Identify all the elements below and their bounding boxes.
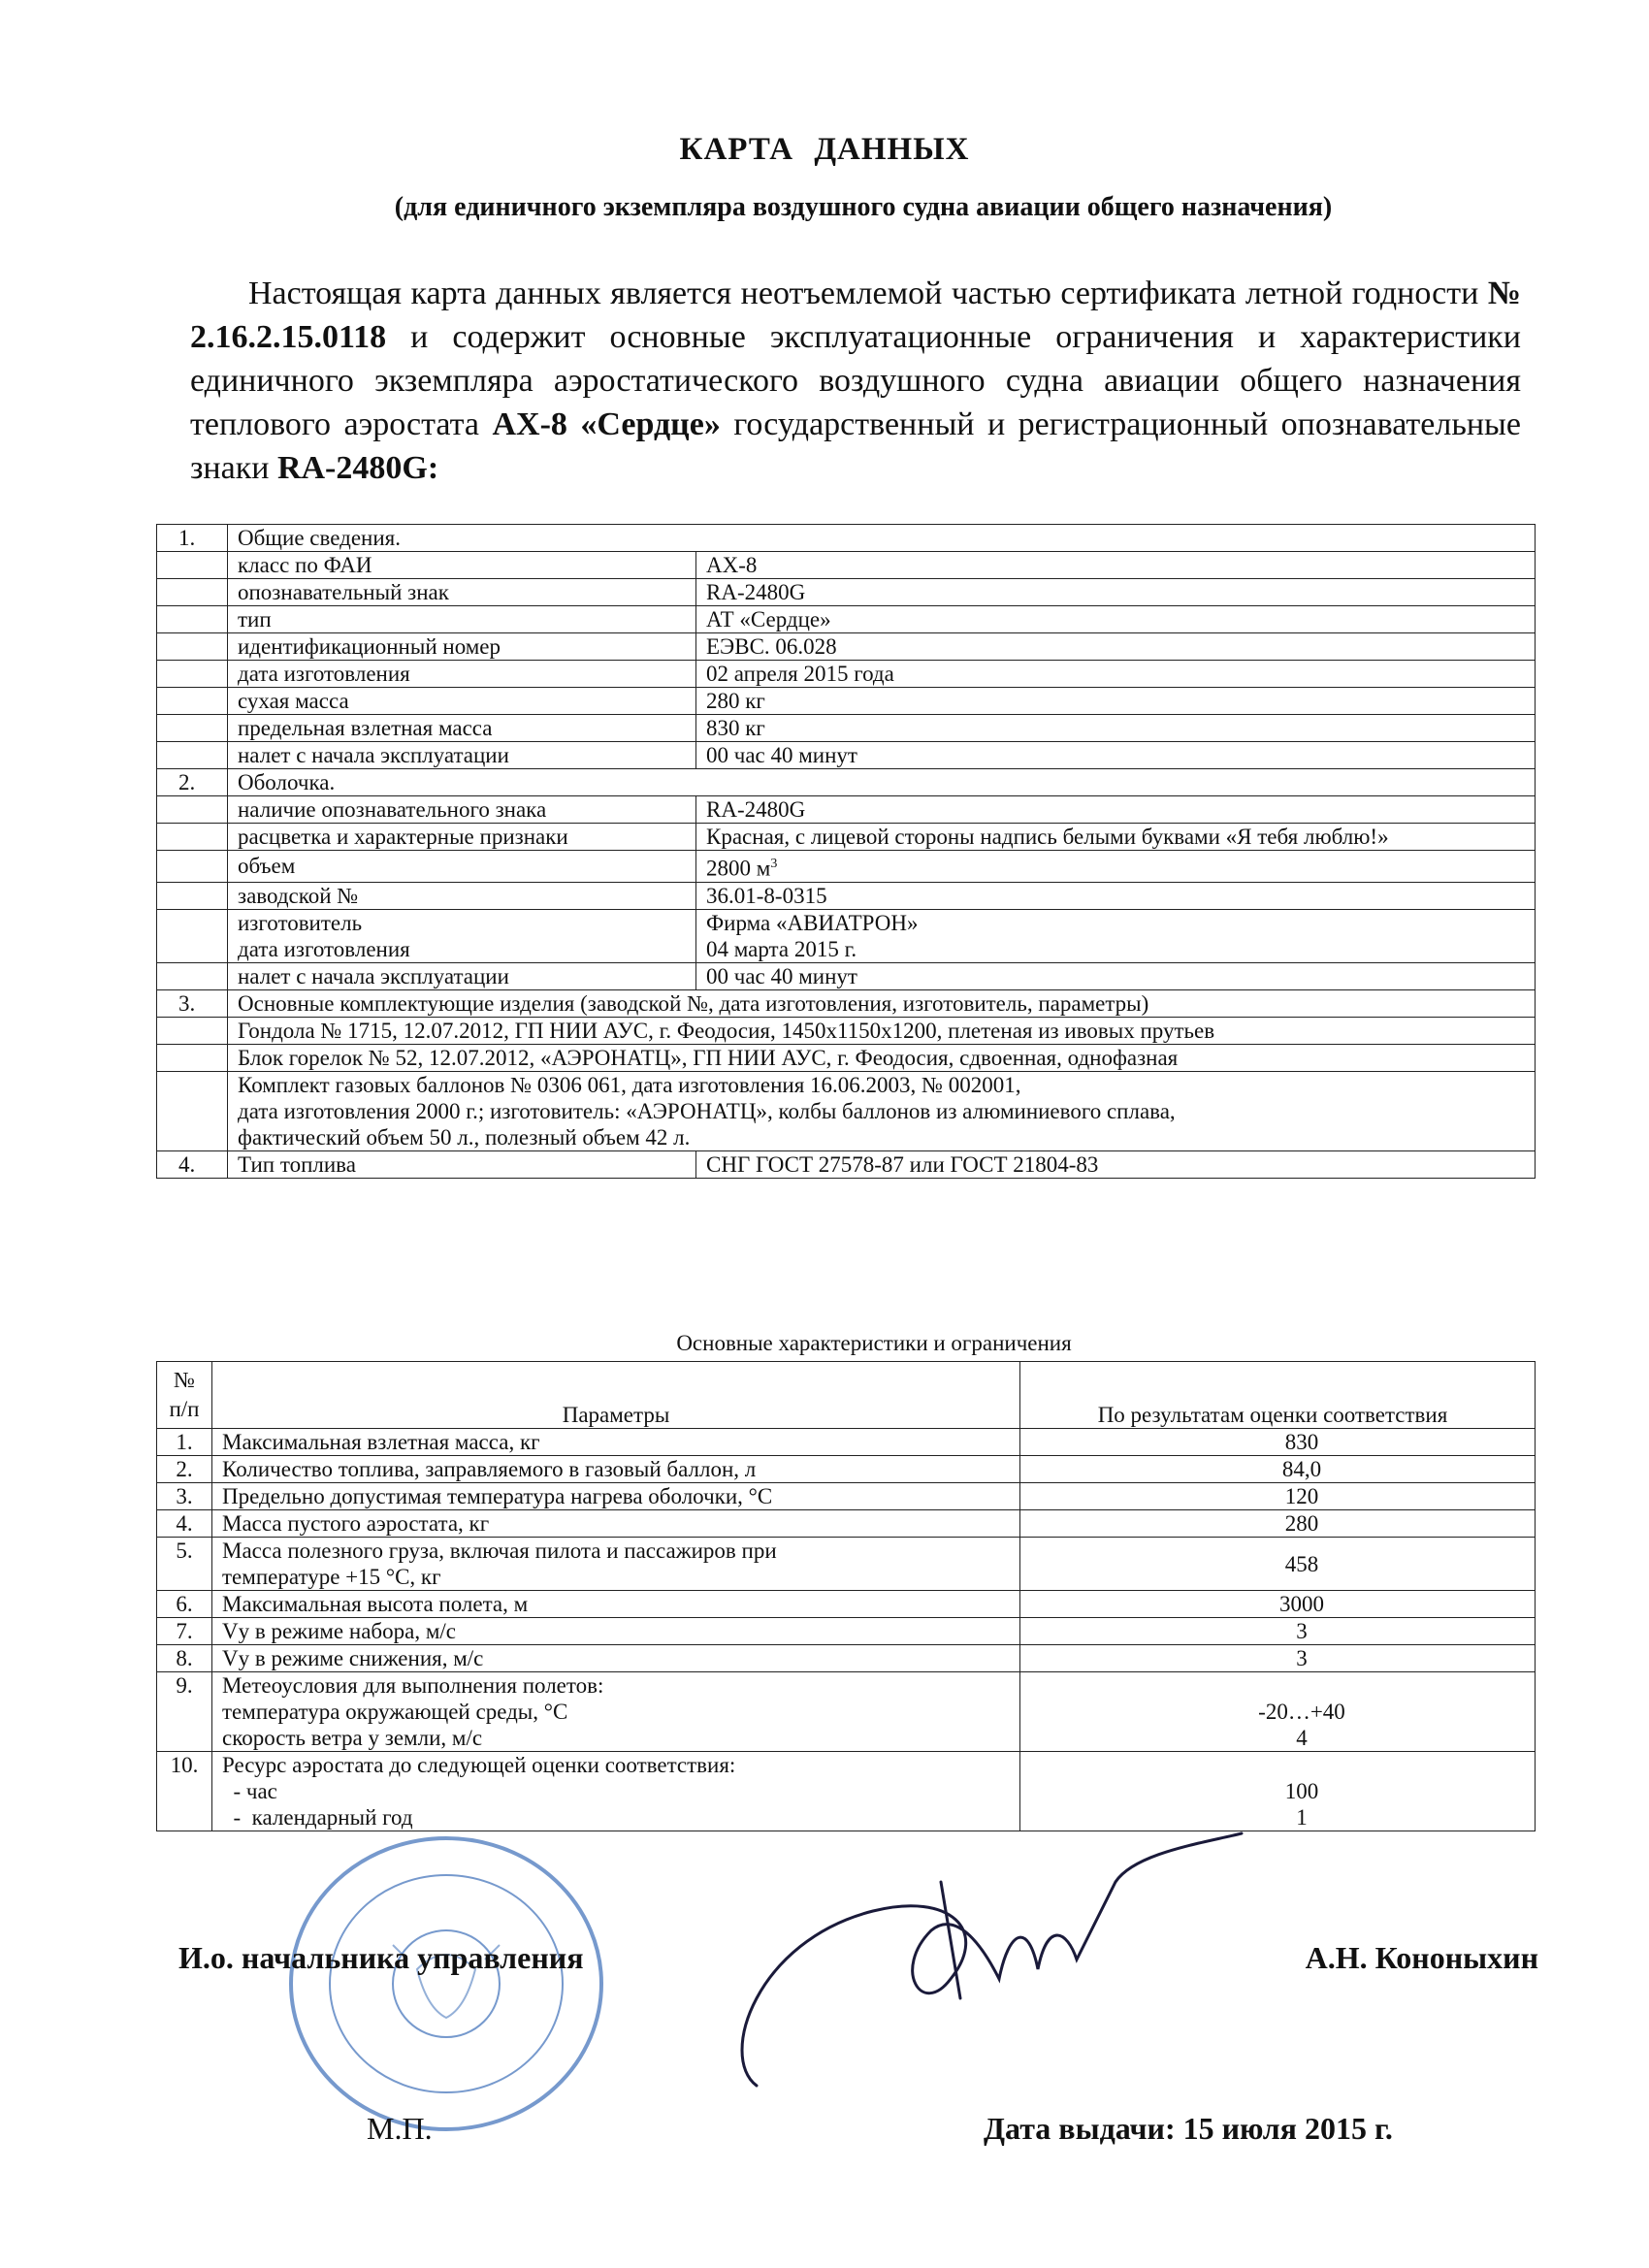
row-value: RA-2480G [696, 579, 1536, 606]
table-row [157, 851, 1536, 883]
row-parameter: Максимальная высота полета, м [212, 1591, 1020, 1618]
maker-date-value: 04 марта 2015 г. [706, 936, 857, 961]
row-parameter: Максимальная взлетная масса, кг [212, 1429, 1020, 1456]
row-label: наличие опознавательного знака [228, 796, 696, 824]
intro-paragraph [190, 272, 1521, 490]
cylinders-line-1: Комплект газовых баллонов № 0306 061, дата изготовления 16.06.2003, № 002001, [238, 1072, 1021, 1097]
registration-mark: RA-2480G: [276, 450, 439, 486]
resource-line-2: - час [222, 1779, 277, 1803]
row-label: дата изготовления [228, 661, 696, 688]
table-row [157, 1483, 1536, 1510]
resource-line-1: Ресурс аэростата до следующей оценки соответствия: [222, 1753, 736, 1777]
row-value: 120 [1020, 1483, 1536, 1510]
characteristics-table [156, 1361, 1536, 1831]
table-row [157, 1044, 1536, 1071]
row-value: 3 [1020, 1618, 1536, 1645]
row-parameter: Vу в режиме набора, м/с [212, 1618, 1020, 1645]
certificate-number: № 2.16.2.15.0118 [190, 275, 1521, 355]
column-header-parameters: Параметры [212, 1362, 1020, 1429]
table-row [157, 1510, 1536, 1538]
table-row [157, 1017, 1536, 1044]
row-value: АХ-8 [696, 552, 1536, 579]
characteristics-caption: Основные характеристики и ограничения [676, 1331, 1072, 1355]
row-value: ЕЭВС. 06.028 [696, 633, 1536, 661]
weather-line-1: Метеоусловия для выполнения полетов: [222, 1673, 604, 1698]
table-row [157, 1645, 1536, 1672]
row-label: сухая масса [228, 688, 696, 715]
row-value: 3000 [1020, 1591, 1536, 1618]
table-row [157, 579, 1536, 606]
row-label: предельная взлетная масса [228, 715, 696, 742]
resource-line-3: - календарный год [222, 1805, 413, 1830]
component-gondola: Гондола № 1715, 12.07.2012, ГП НИИ АУС, г. Феодосия, 1450х1150х1200, плетеная из ивовых прутьев [228, 1017, 1536, 1044]
table-row [157, 525, 1536, 552]
row-value: Красная, с лицевой стороны надпись белыми буквами «Я тебя люблю!» [696, 824, 1536, 851]
row-value: 3 [1020, 1645, 1536, 1672]
official-stamp-icon [272, 1824, 621, 2144]
section-number: 1. [157, 525, 228, 552]
table-row [157, 1591, 1536, 1618]
table-row [157, 742, 1536, 769]
row-number: 4. [157, 1510, 212, 1538]
row-value: СНГ ГОСТ 27578-87 или ГОСТ 21804-83 [696, 1150, 1536, 1178]
table-row [157, 796, 1536, 824]
row-number: 9. [157, 1672, 212, 1752]
row-label: идентификационный номер [228, 633, 696, 661]
payload-line-1: Масса полезного груза, включая пилота и пассажиров при [222, 1539, 777, 1563]
section-number: 3. [157, 989, 228, 1017]
intro-text-2: и содержит основные эксплуатационные ограничения и характеристики единичного экземпляра аэростатического воздушного судна авиации общего назначения теплового аэростата [190, 319, 1521, 442]
table-row [157, 769, 1536, 796]
row-label: налет с начала эксплуатации [228, 962, 696, 989]
section-title: Общие сведения. [228, 525, 1536, 552]
row-label: опознавательный знак [228, 579, 696, 606]
payload-line-2: температуре +15 °С, кг [222, 1565, 441, 1589]
header-number-symbol: № [174, 1368, 195, 1392]
row-value: АТ «Сердце» [696, 606, 1536, 633]
column-header-result: По результатам оценки соответствия [1020, 1362, 1536, 1429]
table-row [157, 824, 1536, 851]
weather-line-2: температура окружающей среды, °С [222, 1700, 568, 1724]
row-value: 84,0 [1020, 1456, 1536, 1483]
weather-line-3: скорость ветра у земли, м/с [222, 1726, 483, 1750]
table-row [157, 1752, 1536, 1831]
table-row [157, 606, 1536, 633]
table-row [157, 1538, 1536, 1591]
table-row [157, 1672, 1536, 1752]
row-number: 2. [157, 1456, 212, 1483]
table-row [157, 1618, 1536, 1645]
component-burner: Блок горелок № 52, 12.07.2012, «АЭРОНАТЦ», ГП НИИ АУС, г. Феодосия, сдвоенная, однофазная [228, 1044, 1536, 1071]
section-title: Оболочка. [228, 769, 1536, 796]
table-row [157, 1429, 1536, 1456]
temperature-range: -20…+40 [1258, 1700, 1345, 1724]
table-row [157, 909, 1536, 962]
section-number: 4. [157, 1150, 228, 1178]
general-data-table [156, 524, 1536, 1179]
row-value: 280 [1020, 1510, 1536, 1538]
signer-title: И.о. начальника управления [178, 1940, 584, 1975]
row-value: 458 [1020, 1538, 1536, 1591]
signer-name: А.Н. Кононыхин [1305, 1940, 1538, 1975]
table-row [157, 962, 1536, 989]
volume-unit-exponent: 3 [770, 857, 778, 871]
document-subtitle: (для единичного экземпляра воздушного судна авиации общего назначения) [394, 192, 1333, 222]
issue-date-label: Дата выдачи: [984, 2111, 1183, 2146]
table-row [157, 1150, 1536, 1178]
resource-hours: 100 [1284, 1779, 1319, 1803]
column-header-number [157, 1362, 212, 1429]
resource-years: 1 [1296, 1805, 1308, 1830]
table-header-row [157, 1362, 1536, 1429]
row-parameter: Vу в режиме снижения, м/с [212, 1645, 1020, 1672]
row-parameter: Предельно допустимая температура нагрева оболочки, °С [212, 1483, 1020, 1510]
maker-label: изготовитель [238, 910, 363, 935]
row-number: 8. [157, 1645, 212, 1672]
stamp-place-label: М.П. [367, 2111, 433, 2146]
table-row [157, 552, 1536, 579]
cylinders-line-2: дата изготовления 2000 г.; изготовитель: «АЭРОНАТЦ», колбы баллонов из алюминиевого сплава, [238, 1098, 1176, 1123]
intro-text-3: государственный и регистрационный опознавательные знаки [190, 406, 1521, 486]
maker-value: Фирма «АВИАТРОН» [706, 910, 919, 935]
row-parameter [212, 1752, 1020, 1831]
table-row [157, 688, 1536, 715]
wind-speed: 4 [1296, 1726, 1308, 1750]
row-label [228, 909, 696, 962]
row-number: 10. [157, 1752, 212, 1831]
row-label: Тип топлива [228, 1150, 696, 1178]
row-value: 280 кг [696, 688, 1536, 715]
table-row [157, 1071, 1536, 1150]
component-cylinders [228, 1071, 1536, 1150]
row-value: 02 апреля 2015 года [696, 661, 1536, 688]
row-value: 00 час 40 минут [696, 962, 1536, 989]
volume-value: 2800 м [706, 856, 771, 881]
table-row [157, 989, 1536, 1017]
row-label: объем [228, 851, 696, 883]
row-value: RA-2480G [696, 796, 1536, 824]
table-row [157, 715, 1536, 742]
table-row [157, 1456, 1536, 1483]
row-number: 7. [157, 1618, 212, 1645]
row-value [696, 909, 1536, 962]
row-label: класс по ФАИ [228, 552, 696, 579]
balloon-model: АХ-8 «Сердце» [492, 406, 721, 442]
row-value: 830 [1020, 1429, 1536, 1456]
row-label: заводской № [228, 882, 696, 909]
row-value: 00 час 40 минут [696, 742, 1536, 769]
document-title: КАРТА ДАННЫХ [679, 132, 970, 167]
row-label: тип [228, 606, 696, 633]
row-number: 6. [157, 1591, 212, 1618]
row-parameter [212, 1672, 1020, 1752]
table-row [157, 633, 1536, 661]
row-number: 5. [157, 1538, 212, 1591]
row-parameter: Масса пустого аэростата, кг [212, 1510, 1020, 1538]
section-title: Основные комплектующие изделия (заводской №, дата изготовления, изготовитель, параметры) [228, 989, 1536, 1017]
row-parameter [212, 1538, 1020, 1591]
row-number: 3. [157, 1483, 212, 1510]
section-number: 2. [157, 769, 228, 796]
row-number: 1. [157, 1429, 212, 1456]
table-row [157, 882, 1536, 909]
row-label: расцветка и характерные признаки [228, 824, 696, 851]
cylinders-line-3: фактический объем 50 л., полезный объем 42 л. [238, 1124, 691, 1150]
signature-icon [698, 1824, 1280, 2115]
table-row [157, 661, 1536, 688]
row-parameter: Количество топлива, заправляемого в газовый баллон, л [212, 1456, 1020, 1483]
header-number-abbr: п/п [169, 1397, 200, 1421]
row-label: налет с начала эксплуатации [228, 742, 696, 769]
row-value [1020, 1672, 1536, 1752]
row-value [1020, 1752, 1536, 1831]
maker-date-label: дата изготовления [238, 936, 410, 961]
intro-text-1: Настоящая карта данных является неотъемлемой частью сертификата летной годности [248, 275, 1488, 311]
row-value: 36.01-8-0315 [696, 882, 1536, 909]
issue-date-value: 15 июля 2015 г. [1182, 2111, 1393, 2146]
row-value: 830 кг [696, 715, 1536, 742]
row-value [696, 851, 1536, 883]
issue-date [984, 2111, 1393, 2147]
